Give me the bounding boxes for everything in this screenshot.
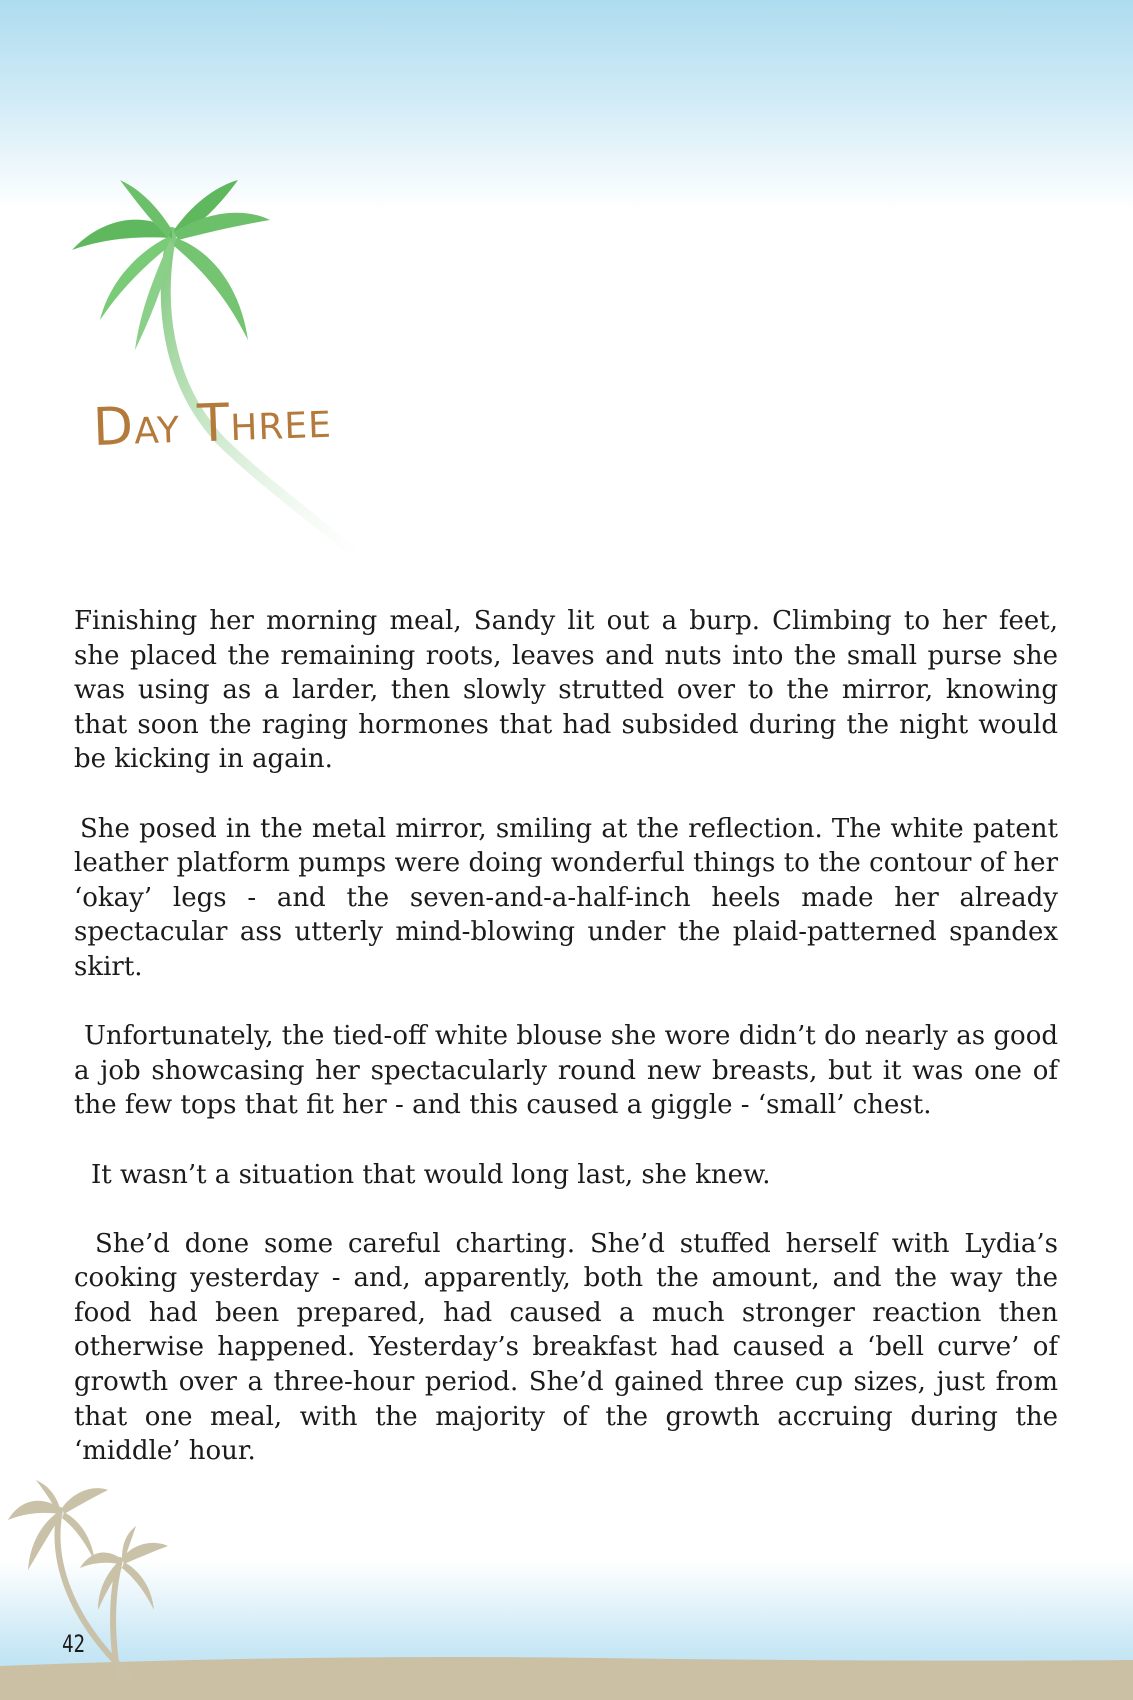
paragraph: She’d done some careful charting. She’d stuffed herself with Lydia’s cooking yesterday - and, apparently, both the amount, and the way the food had been prepared, had caused a much stronger reaction then otherwise happened. Yesterday’s breakfast had caused a ‘bell curve’ of growth over a three-hour period. She’d gained three cup sizes, just from that one meal, with the majority of the growth accruing during the ‘middle’ hour. (74, 1228, 1058, 1467)
twin-palm-trees-icon (0, 1480, 200, 1680)
paragraph: Finishing her morning meal, Sandy lit out a burp. Climbing to her feet, she placed the remaining roots, leaves and nuts into the small purse she was using as a larder, then slowly strutted over to the mirror, knowing that soon the raging hormones that had subsided during the night would be kicking in again. (74, 606, 1058, 775)
paragraph: Unfortunately, the tied-off white blouse she wore didn’t do nearly as good a job showcasing her spectacularly round new breasts, but it was one of the few tops that fit her - and this caused a giggle - ‘small’ chest. (74, 1021, 1058, 1121)
sky-gradient-top (0, 0, 1133, 210)
chapter-body (74, 604, 1058, 1503)
paragraph: She posed in the metal mirror, smiling at the reflection. The white patent leather platform pumps were doing wonderful things to the contour of her ‘okay’ legs - and the seven-and-a-half-inch heels made her already spectacular ass utterly mind-blowing under the plaid-patterned spandex skirt. (74, 813, 1058, 982)
paragraph: It wasn’t a situation that would long last, she knew. (91, 1159, 771, 1190)
chapter-title: Day Three (92, 389, 333, 458)
page-number: 42 (62, 1630, 86, 1658)
palm-tree-icon (60, 180, 440, 570)
